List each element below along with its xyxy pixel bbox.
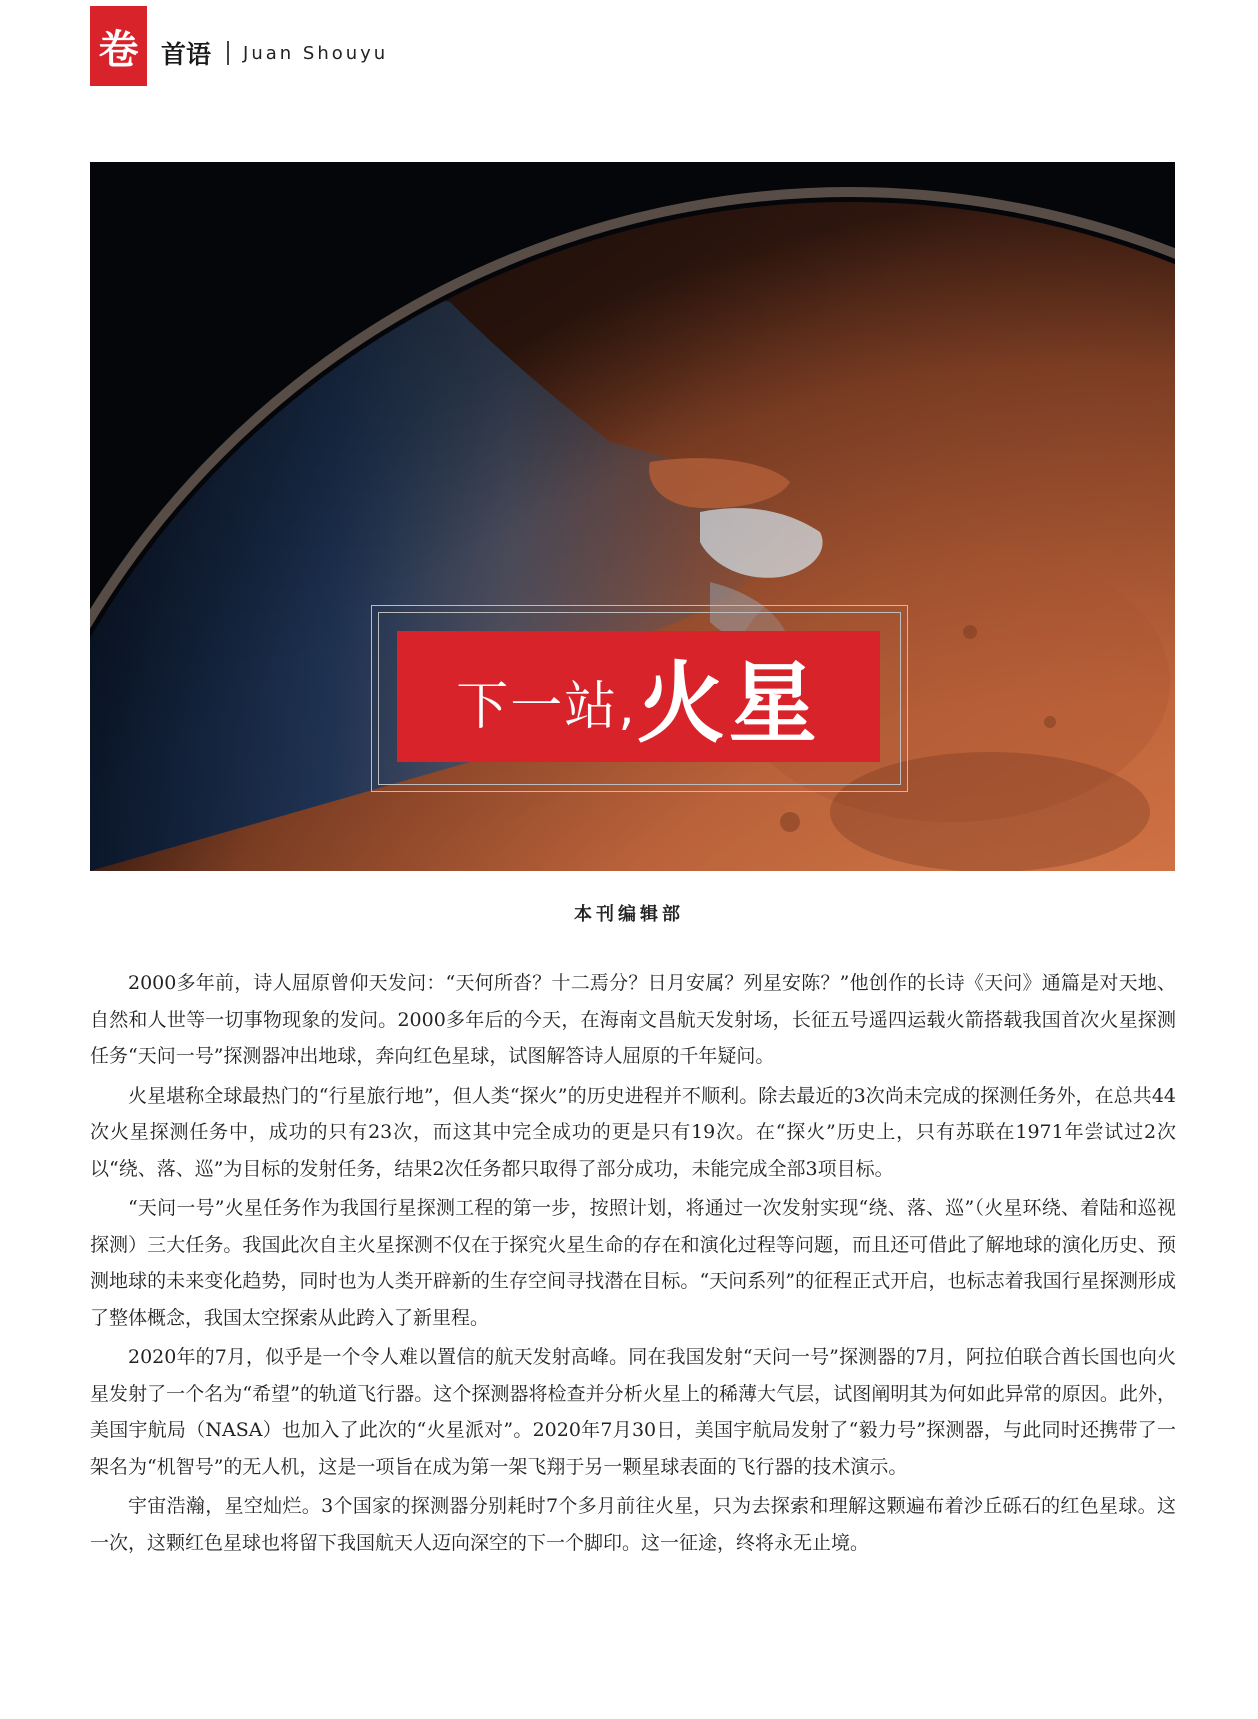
article-title-prefix: 下一站, (456, 677, 637, 737)
article-body (90, 965, 1176, 1564)
header-divider (227, 41, 229, 65)
article-title-main: 火星 (636, 651, 821, 755)
paragraph-1: 2000多年前，诗人屈原曾仰天发问：“天何所沓？十二焉分？日月安属？列星安陈？”他创作的长诗《天问》通篇是对天地、自然和人世等一切事物现象的发问。2000多年后的今天，在海南文昌航天发射场，长征五号遥四运载火箭搭载我国首次火星探测任务“天问一号”探测器冲出地球，奔向红色星球，试图解答诗人屈原的千年疑问。 (90, 972, 1176, 1067)
paragraph-3: “天问一号”火星任务作为我国行星探测工程的第一步，按照计划，将通过一次发射实现“绕、落、巡”（火星环绕、着陆和巡视探测）三大任务。我国此次自主火星探测不仅在于探究火星生命的存在和演化过程等问题，而且还可借此了解地球的演化历史、预测地球的未来变化趋势，同时也为人类开辟新的生存空间寻找潜在目标。“天问系列”的征程正式开启，也标志着我国行星探测形成了整体概念，我国太空探索从此跨入了新里程。 (90, 1197, 1176, 1329)
section-subtitle: Juan Shouyu (243, 42, 389, 64)
article-title (397, 631, 880, 762)
paragraph-2: 火星堪称全球最热门的“行星旅行地”，但人类“探火”的历史进程并不顺利。除去最近的3次尚未完成的探测任务外，在总共44次火星探测任务中，成功的只有23次，而这其中完全成功的更是只有19次。在“探火”历史上，只有苏联在1971年尝试过2次以“绕、落、巡”为目标的发射任务，结果2次任务都只取得了部分成功，未能完成全部3项目标。 (90, 1084, 1176, 1180)
section-badge: 卷 (90, 6, 147, 86)
paragraph-5: 宇宙浩瀚，星空灿烂。3个国家的探测器分别耗时7个多月前往火星，只为去探索和理解这颗遍布着沙丘砾石的红色星球。这一次，这颗红色星球也将留下我国航天人迈向深空的下一个脚印。这一征途，终将永无止境。 (90, 1495, 1176, 1554)
section-title: 首语 (161, 40, 212, 69)
paragraph-4: 2020年的7月，似乎是一个令人难以置信的航天发射高峰。同在我国发射“天问一号”探测器的7月，阿拉伯联合酋长国也向火星发射了一个名为“希望”的轨道飞行器。这个探测器将检查并分析火星上的稀薄大气层，试图阐明其为何如此异常的原因。此外，美国宇航局（NASA）也加入了此次的“火星派对”。2020年7月30日，美国宇航局发射了“毅力号”探测器，与此同时还携带了一架名为“机智号”的无人机，这是一项旨在成为第一架飞翔于另一颗星球表面的飞行器的技术演示。 (90, 1346, 1176, 1478)
mars-hero-image (90, 162, 1175, 871)
page-header (90, 6, 388, 86)
byline: 本刊编辑部 (574, 904, 684, 925)
